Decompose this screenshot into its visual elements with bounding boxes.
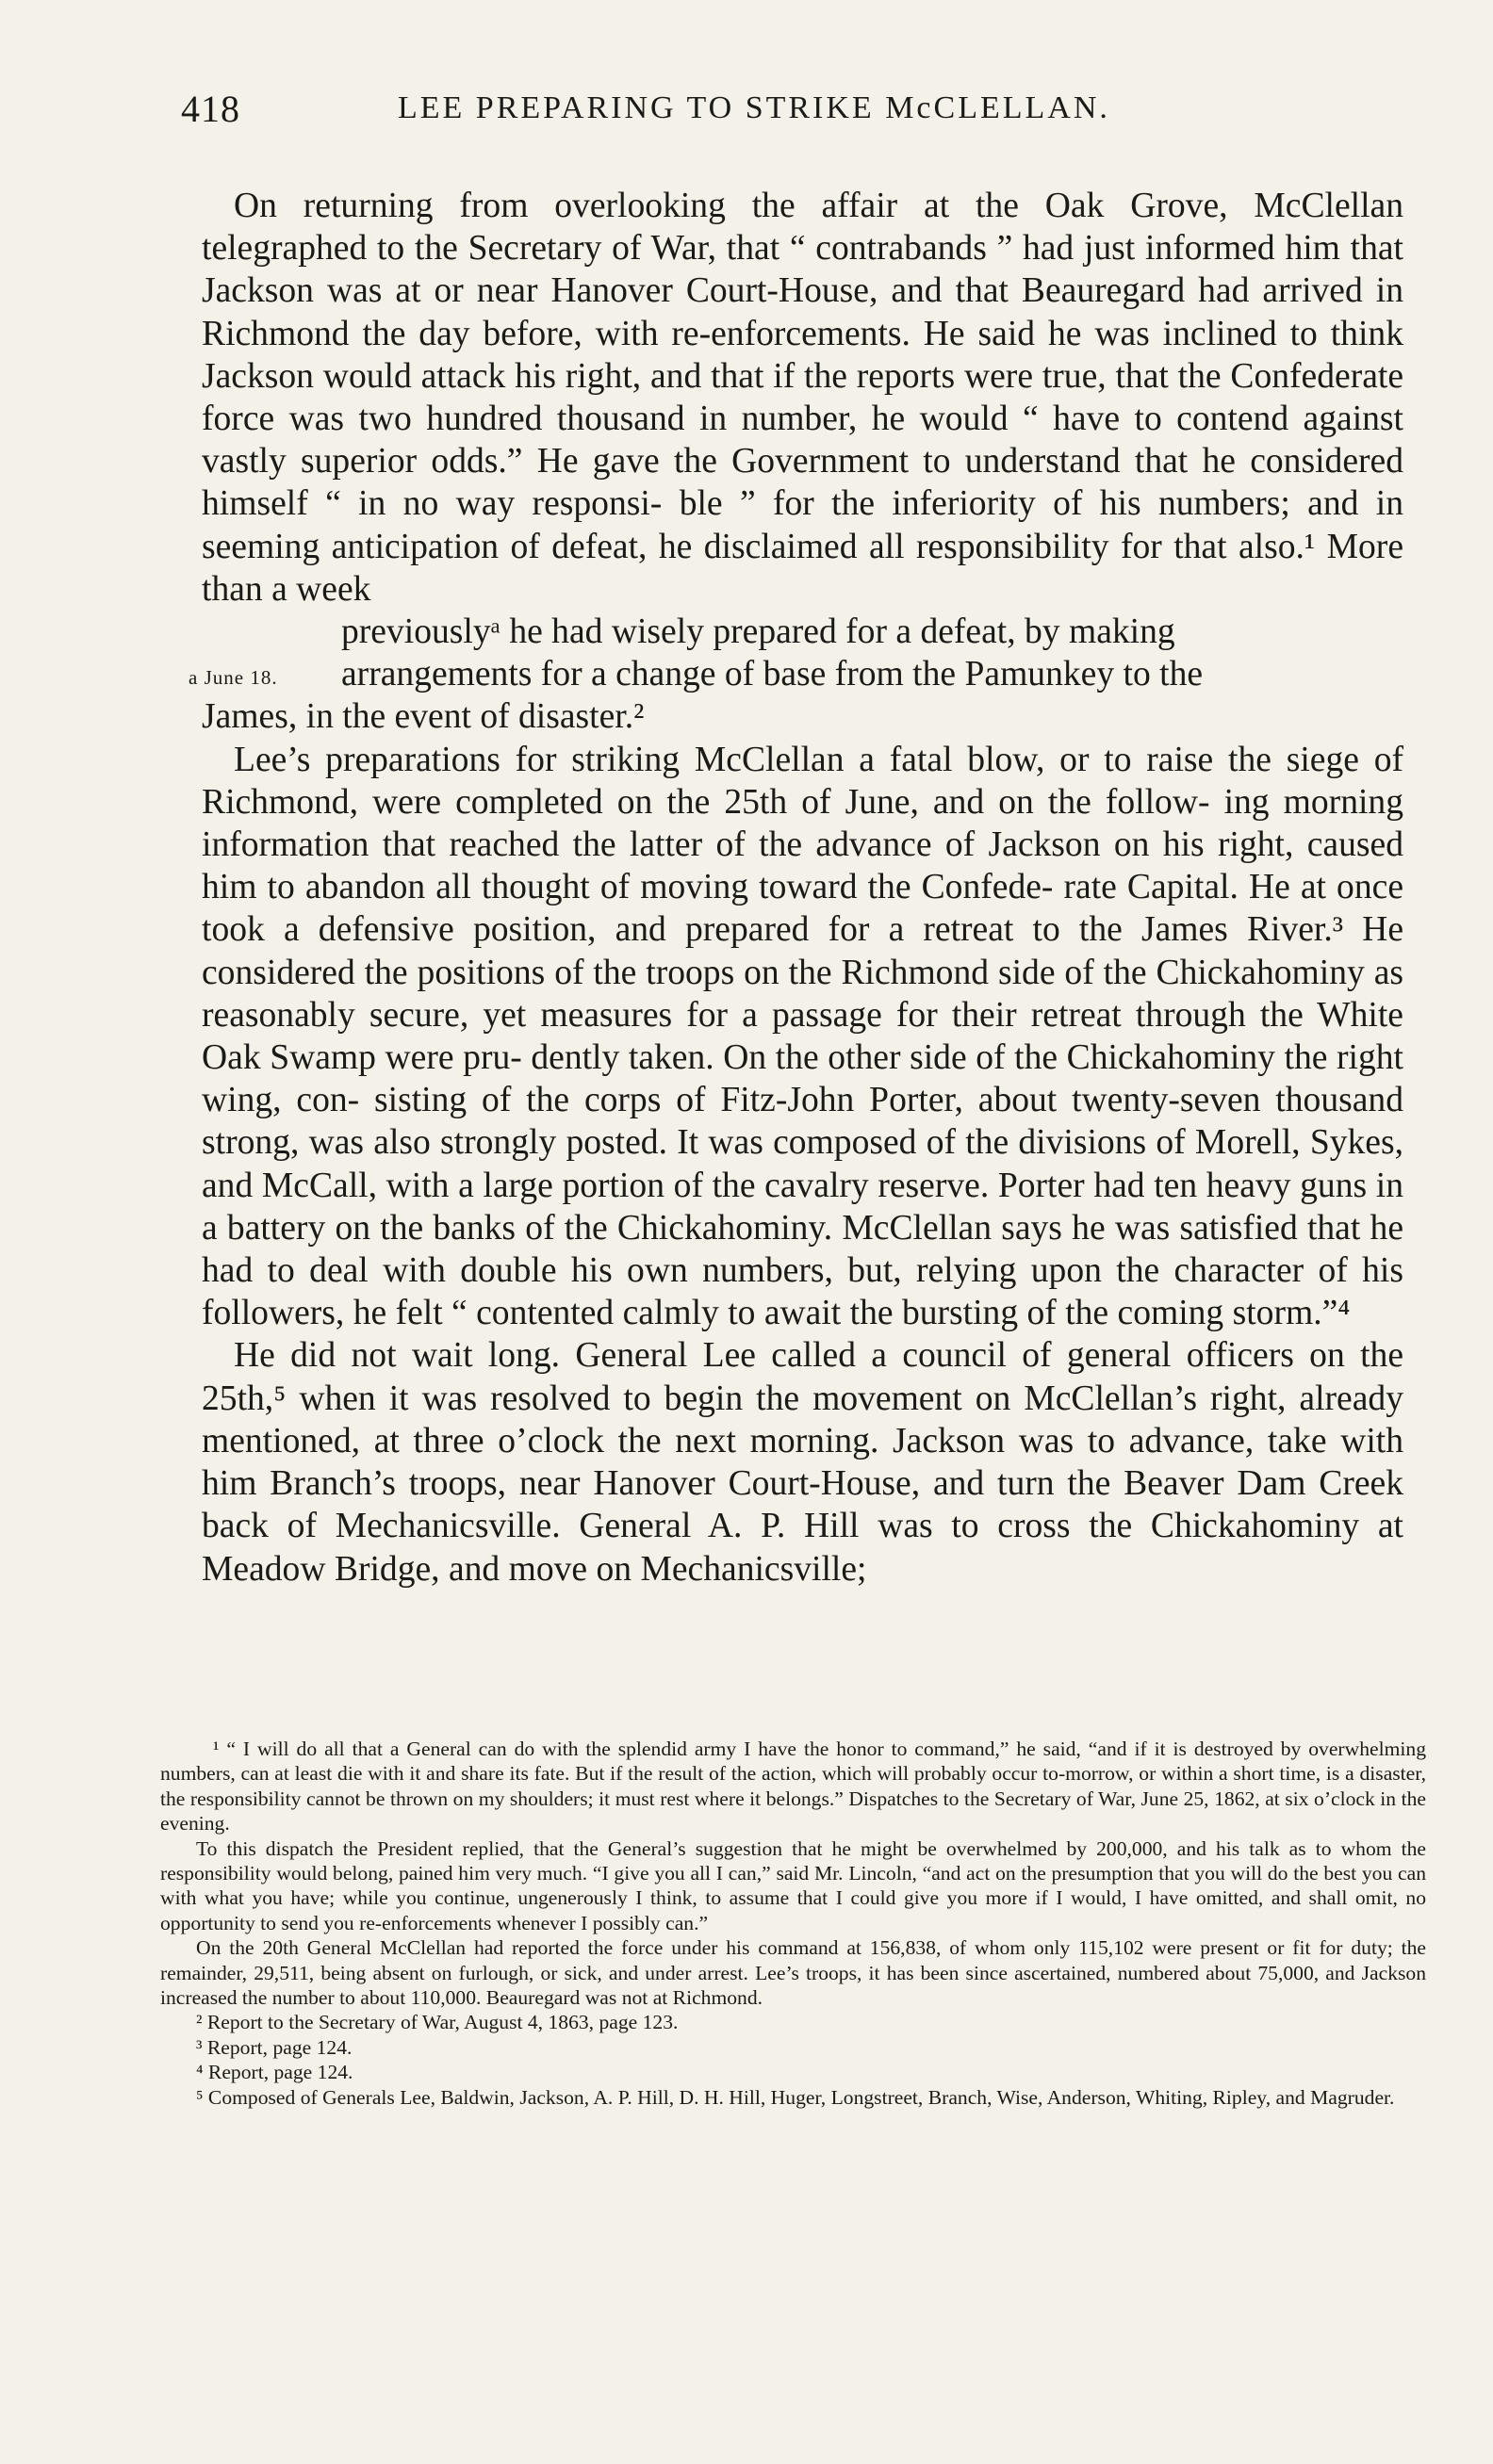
running-title: LEE PREPARING TO STRIKE McCLELLAN.: [398, 90, 1110, 125]
paragraph-2: [202, 739, 1403, 1335]
margin-note: a June 18.: [189, 666, 278, 689]
body-text: [202, 185, 1403, 1591]
footnote-4: ⁴ Report, page 124.: [196, 2061, 353, 2084]
p1-line: had arrived in Richmond the day before, with re-enforcements. He said he: [202, 271, 1403, 353]
p1-line: was inclined to think Jackson would attack his right, and that if the reports: [202, 314, 1403, 396]
p1-line: defeat, he disclaimed all responsibility for that also.¹ More than a week: [202, 527, 1403, 609]
p1-line: Government to understand that he considered himself “ in no way responsi-: [202, 442, 1403, 524]
paragraph-3: [202, 1334, 1403, 1590]
footnote-1-continued: To this dispatch the President replied, that the General’s suggestion that he might be overwhelmed by 200,000, and his talk as to whom the responsibility would belong, pained him very much. “I give you all I can,” said Mr. Lincoln, “and act on the presumption that you will do the best you can with what you have; while you continue, ungenerously I think, to assume that I could give you more if I would, I have omitted, and shall omit, no opportunity to send you re-enforcements whenever I possibly can.”: [160, 1836, 1426, 1934]
footnote-1-continued: On the 20th General McClellan had reported the force under his command at 156,838, of whom only 115,102 were present or fit for duty; the remainder, 29,511, being absent on furlough, or sick, and under arrest. Lee’s troops, it has been since ascertained, numbered about 75,000, and Jackson increased the number to about 110,000. Beauregard was not at Richmond.: [160, 1936, 1426, 2010]
footnote-5: ⁵ Composed of Generals Lee, Baldwin, Jackson, A. P. Hill, D. H. Hill, Huger, Longstreet, Branch, Wise, Anderson, Whiting, Ripley, and Magruder.: [196, 2085, 1395, 2109]
p1-line: he would “ have to contend against vastly superior odds.” He gave the: [202, 400, 1403, 481]
p1-tail: James, in the event of disaster.²: [202, 697, 645, 737]
p1-inset-line: arrangements for a change of base from the Pamunkey to the: [341, 655, 1204, 694]
footnote-2: ² Report to the Secretary of War, August 4, 1863, page 123.: [196, 2011, 679, 2034]
p1-inset-line: previouslyᵃ he had wisely prepared for a defeat, by making: [341, 612, 1175, 652]
footnotes: [160, 1737, 1426, 2110]
p1-line: him that Jackson was at or near Hanover Court-House, and that Beauregard: [202, 229, 1403, 311]
paragraph-1: [202, 185, 1403, 739]
p3-text: He did not wait long. General Lee called a council of general officers on the 25th,⁵ when it was resolved to begin the movement on McClellan’s right, already mentioned, at three o’clock the next morning. Jackson was to advance, take with him Branch’s troops, near Hanover Court-House, and turn the Beaver Dam Creek back of Mechanicsville. General A. P. Hill was to cross the Chickahominy at Meadow Bridge, and move on Mechanicsville;: [202, 1336, 1403, 1589]
p1-line: ble ” for the inferiority of his numbers; and in seeming anticipation of: [202, 484, 1403, 566]
footnote-3: ³ Report, page 124.: [196, 2035, 353, 2059]
p1-line: were true, that the Confederate force was two hundred thousand in number,: [202, 356, 1404, 439]
footnote-1: ¹ “ I will do all that a General can do with the splendid army I have the honor to command,” he said, “and if it is destroyed by overwhelming numbers, can at least die with it and share its fate. But if the result of the action, which will probably occur to-morrow, or within a short time, is a disaster, the responsibility cannot be thrown on my shoulders; it must rest where it belongs.” Dispatches to the Secretary of War, June 25, 1862, at six o’clock in the evening.: [160, 1738, 1426, 1836]
p2-text: Lee’s preparations for striking McClellan a fatal blow, or to raise the siege of Richmond, were completed on the 25th of June, and on the follow- ing morning information that reached the latter of the advance of Jackson on his right, caused him to abandon all thought of moving toward the Confede- rate Capital. He at once took a defensive position, and prepared for a retreat to the James River.³ He considered the positions of the troops on the Richmond side of the Chickahominy as reasonably secure, yet measures for a passage for their retreat through the White Oak Swamp were pru- dently taken. On the other side of the Chickahominy the right wing, con- sisting of the corps of Fitz-John Porter, about twenty-seven thousand strong, was also strongly posted. It was composed of the divisions of Morell, Sykes, and McCall, with a large portion of the cavalry reserve. Porter had ten heavy guns in a battery on the banks of the Chickahominy. McClellan says he was satisfied that he had to deal with double his own numbers, but, relying upon the character of his followers, he felt “ contented calmly to await the bursting of the coming storm.”⁴: [202, 740, 1403, 1333]
page-number: 418: [181, 88, 240, 130]
page-header: [181, 87, 1406, 143]
p1-line: telegraphed to the Secretary of War, that “ contrabands ” had just informed: [202, 229, 1275, 269]
p1-line: On returning from overlooking the affair at the Oak Grove, McClellan: [234, 187, 1403, 225]
